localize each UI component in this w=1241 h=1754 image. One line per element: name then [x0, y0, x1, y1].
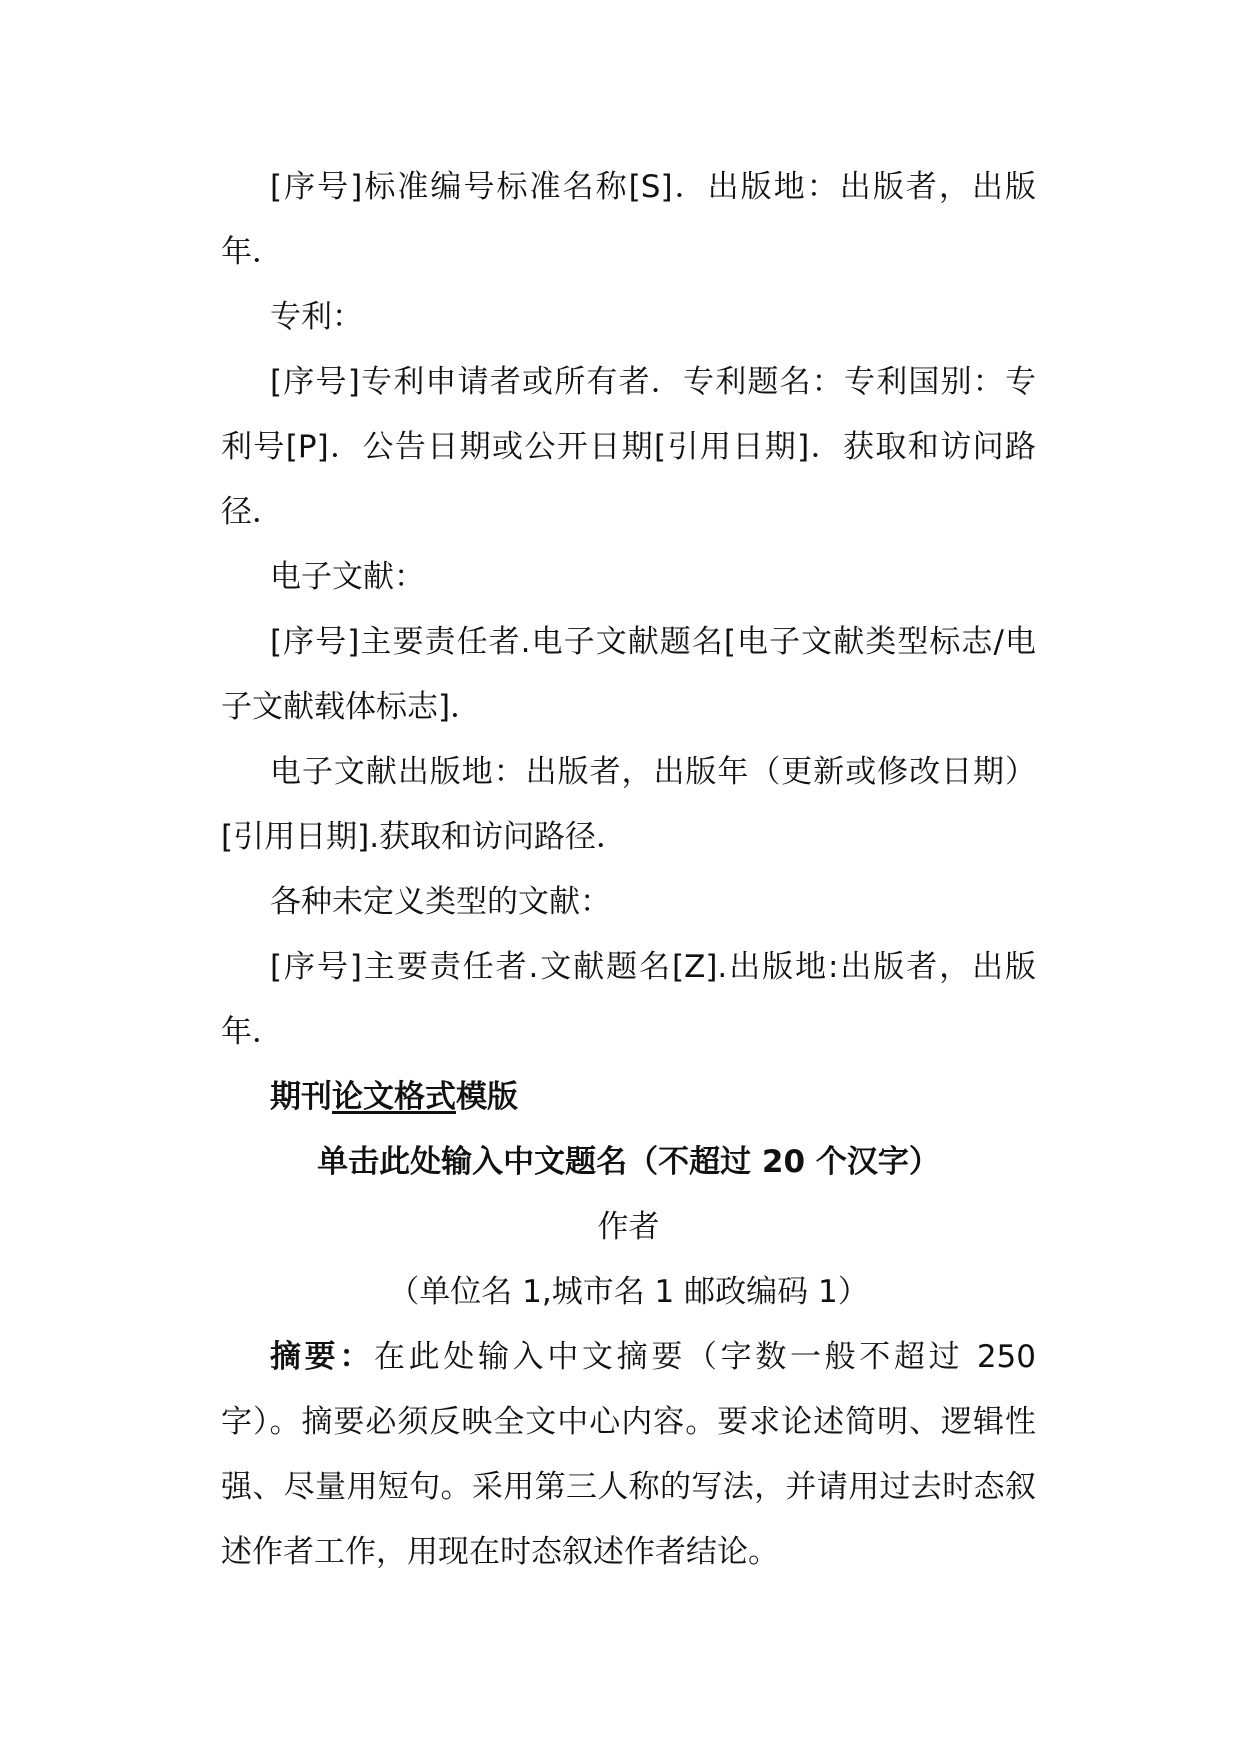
- abstract-paragraph: [221, 1325, 1036, 1585]
- heading-part-3: 模版: [456, 1079, 518, 1115]
- author-placeholder: 作者: [597, 1209, 660, 1245]
- document-body: [221, 155, 1036, 1585]
- reference-heading-electronic: 电子文献：: [270, 559, 425, 595]
- abstract-label: 摘要：: [270, 1339, 374, 1375]
- heading-part-2-underlined: 论文格式: [332, 1079, 456, 1115]
- reference-format-standard: [序号]标准编号标准名称[S]．出版地：出版者，出版年．: [221, 169, 1036, 270]
- reference-format-electronic-2: 电子文献出版地：出版者，出版年（更新或修改日期）[引用日期].获取和访问路径．: [221, 754, 1036, 855]
- template-section-heading: [221, 1065, 1036, 1130]
- paper-title-placeholder: 单击此处输入中文题名（不超过 20 个汉字）: [317, 1144, 940, 1180]
- heading-part-1: 期刊: [270, 1079, 332, 1115]
- affiliation-placeholder: （单位名 1,城市名 1 邮政编码 1）: [388, 1274, 869, 1310]
- reference-heading-undefined: 各种未定义类型的文献：: [270, 884, 611, 920]
- abstract-text: 在此处输入中文摘要（字数一般不超过 250 字）。摘要必须反映全文中心内容。要求论述简明、逻辑性强、尽量用短句。采用第三人称的写法，并请用过去时态叙述作者工作，用现在时态叙述作者结论。: [221, 1339, 1036, 1570]
- reference-format-patent: [序号]专利申请者或所有者．专利题名：专利国别：专利号[P]．公告日期或公开日期[引用日期]．获取和访问路径．: [221, 364, 1036, 530]
- reference-format-undefined: [序号]主要责任者.文献题名[Z].出版地:出版者，出版年．: [221, 949, 1036, 1050]
- reference-format-electronic-1: [序号]主要责任者.电子文献题名[电子文献类型标志/电子文献载体标志]．: [221, 624, 1036, 725]
- reference-heading-patent: 专利：: [270, 299, 363, 335]
